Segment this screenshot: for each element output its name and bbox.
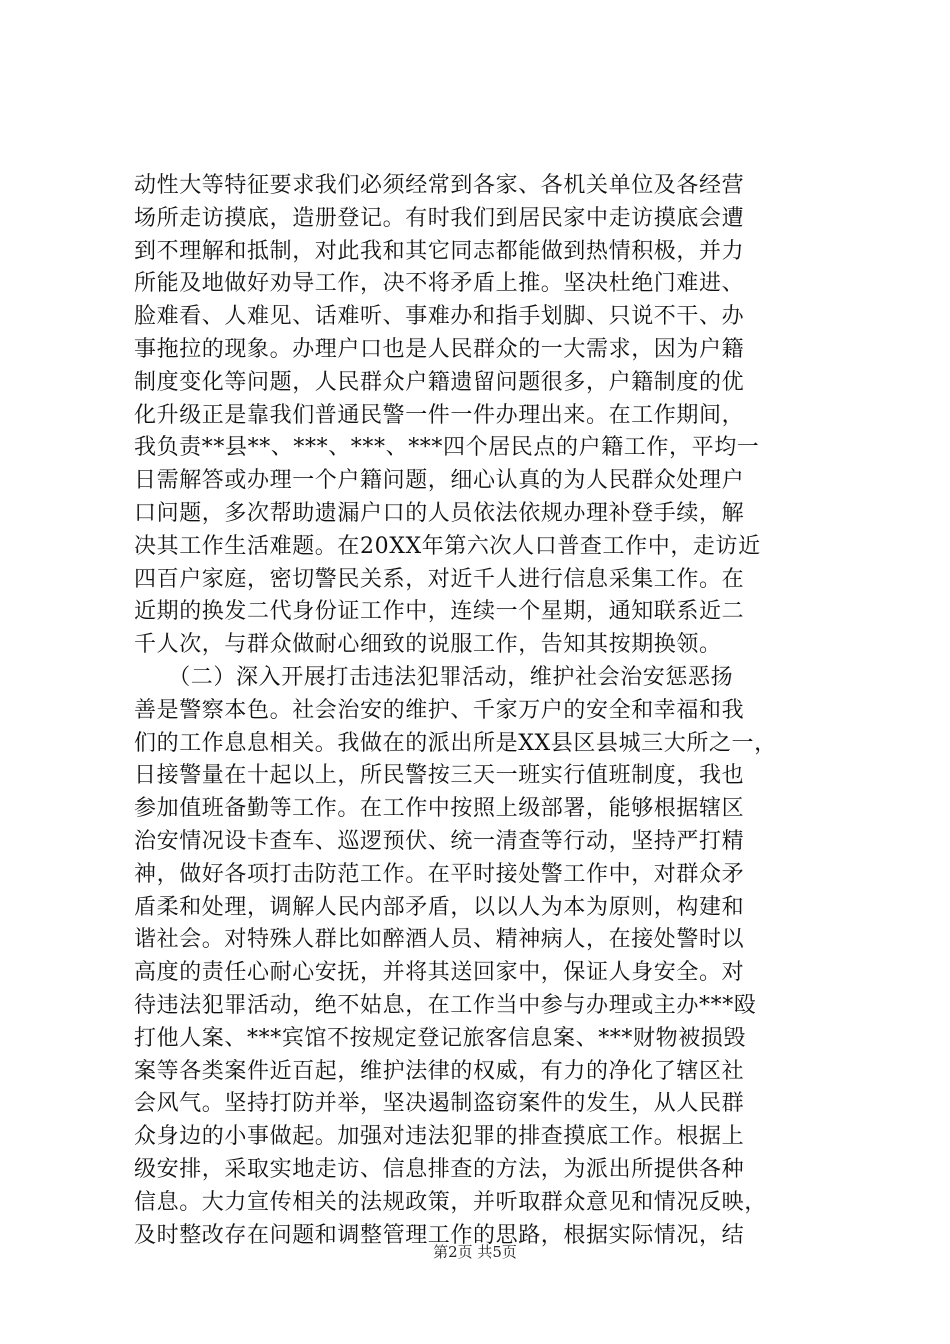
text-line: 日需解答或办理一个户籍问题，细心认真的为人民群众处理户 <box>134 468 745 494</box>
text-line: 们的工作息息相关。我做在的派出所是XX县区县城三大所之一， <box>134 730 777 756</box>
text-line: 待违法犯罪活动，绝不姑息，在工作当中参与办理或主办***殴 <box>134 992 757 1018</box>
text-line: 众身边的小事做起。加强对违法犯罪的排查摸底工作。根据上 <box>134 1124 745 1150</box>
text-line: 口问题，多次帮助遗漏户口的人员依法依规办理补登手续，解 <box>134 500 745 526</box>
text-line: 所能及地做好劝导工作，决不将矛盾上推。坚决杜绝门难进、 <box>134 271 745 297</box>
text-line: 高度的责任心耐心安抚，并将其送回家中，保证人身安全。对 <box>134 960 745 986</box>
text-line: 动性大等特征要求我们必须经常到各家、各机关单位及各经营 <box>134 173 745 198</box>
body-text <box>134 170 834 1252</box>
text-line: 四百户家庭，密切警民关系，对近千人进行信息采集工作。在 <box>134 566 745 592</box>
text-line: 会风气。坚持打防并举，坚决遏制盗窃案件的发生，从人民群 <box>134 1091 745 1117</box>
text-line: 事拖拉的现象。办理户口也是人民群众的一大需求，因为户籍 <box>134 336 745 362</box>
text-line: 及时整改存在问题和调整管理工作的思路，根据实际情况，结 <box>134 1222 745 1248</box>
text-line: 近期的换发二代身份证工作中，连续一个星期，通知联系近二 <box>134 599 745 625</box>
text-line: 脸难看、人难见、话难听、事难办和指手划脚、只说不干、办 <box>134 304 745 330</box>
text-line: 善是警察本色。社会治安的维护、千家万户的安全和幸福和我 <box>134 697 745 723</box>
text-line: 案等各类案件近百起，维护法律的权威，有力的净化了辖区社 <box>134 1058 745 1084</box>
text-line: 日接警量在十起以上，所民警按三天一班实行值班制度，我也 <box>134 763 745 789</box>
text-line: 信息。大力宣传相关的法规政策，并听取群众意见和情况反映， <box>134 1189 767 1215</box>
text-line: 千人次，与群众做耐心细致的说服工作，告知其按期换领。 <box>134 632 722 658</box>
text-line: 决其工作生活难题。在20XX年第六次人口普查工作中，走访近 <box>134 533 761 559</box>
text-line: 谐社会。对特殊人群比如醉酒人员、精神病人，在接处警时以 <box>134 927 745 953</box>
text-line: 级安排，采取实地走访、信息排查的方法，为派出所提供各种 <box>134 1156 745 1182</box>
text-line: 盾柔和处理，调解人民内部矛盾，以以人为本为原则，构建和 <box>134 894 745 920</box>
text-line: 制度变化等问题，人民群众户籍遗留问题很多，户籍制度的优 <box>134 369 745 395</box>
text-line: 神，做好各项打击防范工作。在平时接处警工作中，对群众矛 <box>134 861 745 887</box>
text-line: 场所走访摸底，造册登记。有时我们到居民家中走访摸底会遭 <box>134 205 745 231</box>
text-line: 我负责**县**、***、***、***四个居民点的户籍工作，平均一 <box>134 435 760 461</box>
text-line: 打他人案、***宾馆不按规定登记旅客信息案、***财物被损毁 <box>134 1025 747 1051</box>
page-footer: 第2页 共5页 <box>433 1243 517 1261</box>
text-line: 参加值班备勤等工作。在工作中按照上级部署，能够根据辖区 <box>134 796 745 822</box>
paragraph-heading-line: （二）深入开展打击违法犯罪活动，维护社会治安惩恶扬 <box>134 664 734 690</box>
text-line: 到不理解和抵制，对此我和其它同志都能做到热情积极，并力 <box>134 238 745 264</box>
text-line: 治安情况设卡查车、巡逻预伏、统一清查等行动，坚持严打精 <box>134 828 745 854</box>
text-line: 化升级正是靠我们普通民警一件一件办理出来。在工作期间， <box>134 402 745 428</box>
